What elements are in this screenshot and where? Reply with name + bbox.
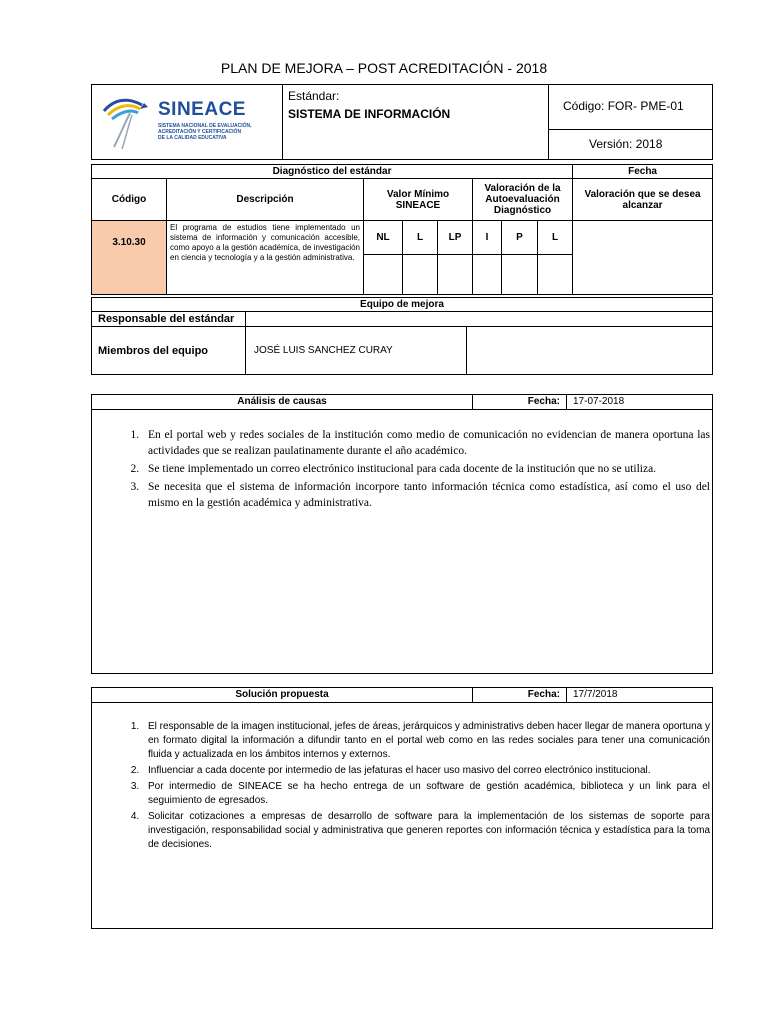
- solution-section: [91, 687, 713, 929]
- min-value-cell: [403, 255, 438, 295]
- min-level-lp: LP: [438, 221, 473, 255]
- members-value: JOSÉ LUIS SANCHEZ CURAY: [246, 327, 467, 375]
- logo-tagline: SISTEMA NACIONAL DE EVALUACIÓN, ACREDITACIÓN Y CERTIFICACIÓN DE LA CALIDAD EDUCATIVA: [158, 123, 252, 141]
- page-title: PLAN DE MEJORA – POST ACREDITACIÓN - 2018: [220, 60, 548, 76]
- solution-header: [92, 688, 712, 703]
- solution-item: 3. Por intermedio de SINEACE se ha hecho entrega de un software de gestión académica, biblioteca y un link para el seguimiento de egresados.: [142, 780, 710, 808]
- self-level-p: P: [502, 221, 538, 255]
- min-value-cell: [438, 255, 473, 295]
- self-value-cell: [473, 255, 502, 295]
- min-level-nl: NL: [364, 221, 403, 255]
- diagnostic-date-label: Fecha: [573, 165, 713, 179]
- self-level-l: L: [538, 221, 573, 255]
- col-description-header: Descripción: [167, 179, 364, 221]
- sineace-logo-icon: [100, 91, 160, 153]
- standard-label: Estándar:: [288, 89, 340, 103]
- members-label: Miembros del equipo: [92, 327, 246, 375]
- min-level-l: L: [403, 221, 438, 255]
- header-block: [91, 84, 713, 160]
- self-level-i: I: [473, 221, 502, 255]
- solution-date-label: Fecha:: [472, 688, 566, 702]
- solution-list: [92, 720, 710, 854]
- team-section-title: Equipo de mejora: [92, 298, 713, 312]
- solution-item: 1. El responsable de la imagen institucional, jefes de áreas, jerárquicos y administrativs deben hacer llegar de manera oportuna y en formato digital la información a difundir tanto en el portal web como en las redes sociales para tener una comunicación fluida y actualizada en los ámbitos internos y externos.: [142, 720, 710, 762]
- version-cell: [548, 130, 713, 159]
- col-desired-header: Valoración que se desea alcanzar: [573, 179, 713, 221]
- col-self-eval-header: Valoración de la Autoevaluación Diagnóstico: [473, 179, 573, 221]
- min-value-cell: [364, 255, 403, 295]
- solution-date-value: 17/7/2018: [566, 688, 712, 702]
- causes-title: Análisis de causas: [237, 396, 327, 407]
- cause-item: 2. Se tiene implementado un correo electrónico institucional para cada docente de la institución que no se utiliza.: [142, 461, 710, 477]
- cause-item: 3. Se necesita que el sistema de información incorpore tanto información técnica como estadística, así como el uso del mismo en la gestión académica y administrativa.: [142, 479, 710, 511]
- responsible-value: [246, 312, 713, 327]
- causes-list: [92, 427, 710, 513]
- diagnostic-section-title: Diagnóstico del estándar: [92, 165, 573, 179]
- self-value-cell: [502, 255, 538, 295]
- responsible-label: Responsable del estándar: [92, 312, 246, 327]
- solution-title: Solución propuesta: [235, 689, 329, 700]
- self-value-cell: [538, 255, 573, 295]
- logo-cell: [92, 85, 283, 159]
- col-code-header: Código: [92, 179, 167, 221]
- causes-section: [91, 394, 713, 674]
- standard-code-cell: 3.10.30: [92, 221, 167, 295]
- logo-name: SINEACE: [158, 99, 246, 120]
- diagnostic-table: [91, 164, 713, 295]
- solution-item: 2. Influenciar a cada docente por intermedio de las jefaturas el hacer uso masivo del correo electrónico institucional.: [142, 764, 710, 778]
- code-cell: [548, 85, 713, 130]
- version: Versión: 2018: [589, 137, 663, 151]
- members-extra: [467, 327, 713, 375]
- col-min-value-header: Valor Mínimo SINEACE: [364, 179, 473, 221]
- format-code: Código: FOR- PME-01: [563, 99, 684, 113]
- cause-item: 1. En el portal web y redes sociales de la institución como medio de comunicación no evidencian de manera oportuna las actividades que se realizan paulatinamente durante el año académico.: [142, 427, 710, 459]
- standard-value: SISTEMA DE INFORMACIÓN: [288, 107, 451, 121]
- team-table: [91, 297, 713, 375]
- solution-item: 4. Solicitar cotizaciones a empresas de desarrollo de software para la implementación de los sistemas de soporte para investigación, responsabilidad social y administrativa que generen reportes con información técnica y estadística para la toma de decisiones.: [142, 810, 710, 852]
- causes-date-label: Fecha:: [472, 395, 566, 409]
- causes-date-value: 17-07-2018: [566, 395, 712, 409]
- desired-value-cell: [573, 221, 713, 295]
- causes-header: [92, 395, 712, 410]
- standard-description: El programa de estudios tiene implementado un sistema de información y comunicación accesible, como apoyo a la gestión académica, de investigación en ciencia y tecnología y a la gestión administrativa.: [167, 221, 364, 295]
